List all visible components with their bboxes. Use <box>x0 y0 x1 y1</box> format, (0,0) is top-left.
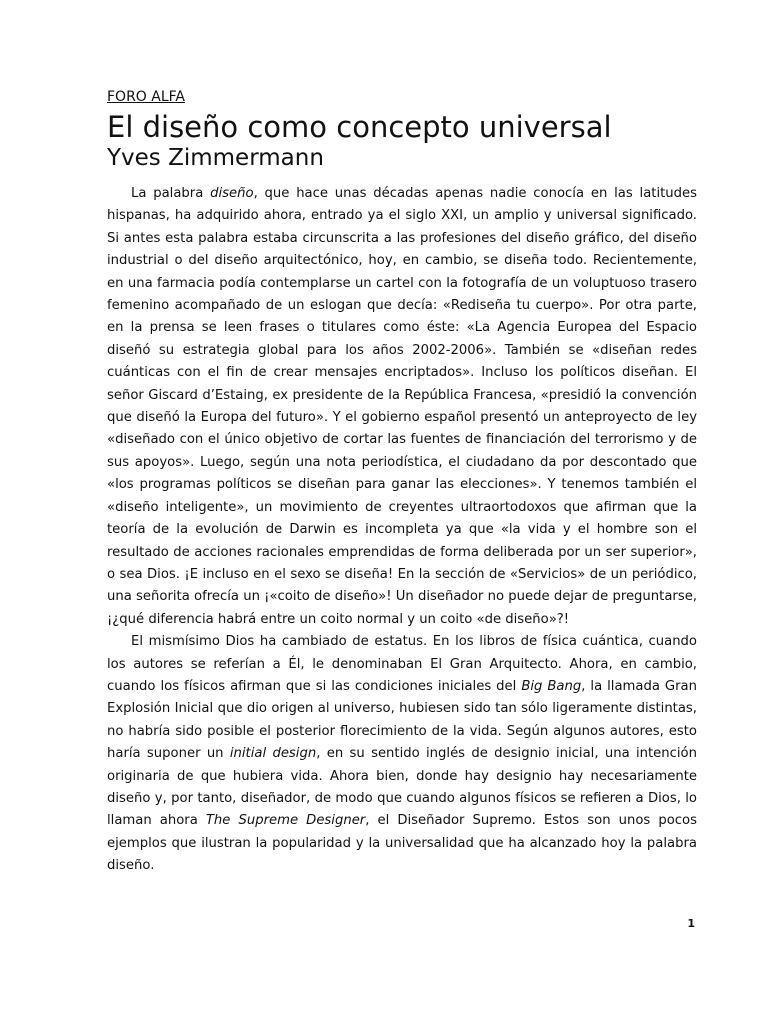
article-body <box>107 183 697 878</box>
text-run: El mismísimo Dios ha cambiado de estatus. En los libros de física cuántica, cuando los autores se referían a Él, le denominaban El Gran Arquitecto. Ahora, en cambio, cuando los físicos afirman que si las condiciones iniciales del <box>107 634 697 694</box>
article-title: El diseño como concepto universal <box>107 110 612 144</box>
page-number: 1 <box>687 917 695 930</box>
paragraph-2 <box>107 631 697 877</box>
emphasis-run: diseño <box>210 186 254 201</box>
document-content <box>107 88 697 878</box>
text-run: , el Diseñador Supremo. Estos son unos pocos ejemplos que ilustran la popularidad y la universalidad que ha alcanzado hoy la palabra diseño. <box>107 813 697 874</box>
text-run: , que hace unas décadas apenas nadie conocía en las latitudes hispanas, ha adquirido ahora, entrado ya el siglo XXI, un amplio y universal significado. Si antes esta palabra estaba circunscrita a las profesiones del diseño gráfico, del diseño industrial o del diseño arquitectónico, hoy, en cambio, se diseña todo. Recientemente, en una farmacia podía contemplarse un cartel con la fotografía de un voluptuoso trasero femenino acompañado de un eslogan que decía: «Rediseña tu cuerpo». Por otra parte, en la prensa se leen frases o titulares como éste: «La Agencia Europea del Espacio diseñó su estrategia global para los años 2002-2006». También se «diseñan redes cuánticas con el fin de crear mensajes encriptados». Incluso los políticos diseñan. El señor Giscard d’Estaing, ex presidente de la República Francesa, «presidió la convención que diseñó la Europa del futuro». Y el gobierno español presentó un anteproyecto de ley «diseñado con el único objetivo de cortar las fuentes de financiación del terrorismo y de sus apoyos». Luego, según una nota periodística, el ciudadano da por descontado que «los programas políticos se diseñan para ganar las elecciones». Y tenemos también el «diseño inteligente», un movimiento de creyentes ultraortodoxos que afirman que la teoría de la evolución de Darwin es incompleta ya que «la vida y el hombre son el resultado de acciones racionales emprendidas de forma deliberada por un ser superior», o sea Dios. ¡E incluso en el sexo se diseña! En la sección de «Servicios» de un periódico, una señorita ofrecía un ¡«coito de diseño»! Un diseñador no puede dejar de preguntarse, ¡¿qué diferencia habrá entre un coito normal y un coito «de diseño»?! <box>107 186 697 627</box>
text-run: La palabra <box>131 186 211 201</box>
text-run: , la llamada Gran Explosión Inicial que dio origen al universo, hubiesen sido tan sólo ligeramente distintas, no habría sido posible el posterior florecimiento de la vida. Según algunos autores, esto haría suponer un <box>107 678 697 762</box>
article-author: Yves Zimmermann <box>107 145 324 171</box>
publication-name: FORO ALFA <box>107 89 185 105</box>
emphasis-run: Big Bang <box>521 678 582 694</box>
text-run: , en su sentido inglés de designio inicial, una intención originaria de que hubiera vida. Ahora bien, donde hay designio hay necesariamente diseño y, por tanto, diseñador, de modo que cuando algunos físicos se refieren a Dios, lo llaman ahora <box>107 746 697 829</box>
emphasis-run: The Supreme Designer <box>205 813 366 829</box>
paragraph-1 <box>107 183 697 631</box>
emphasis-run: initial design <box>229 746 317 762</box>
